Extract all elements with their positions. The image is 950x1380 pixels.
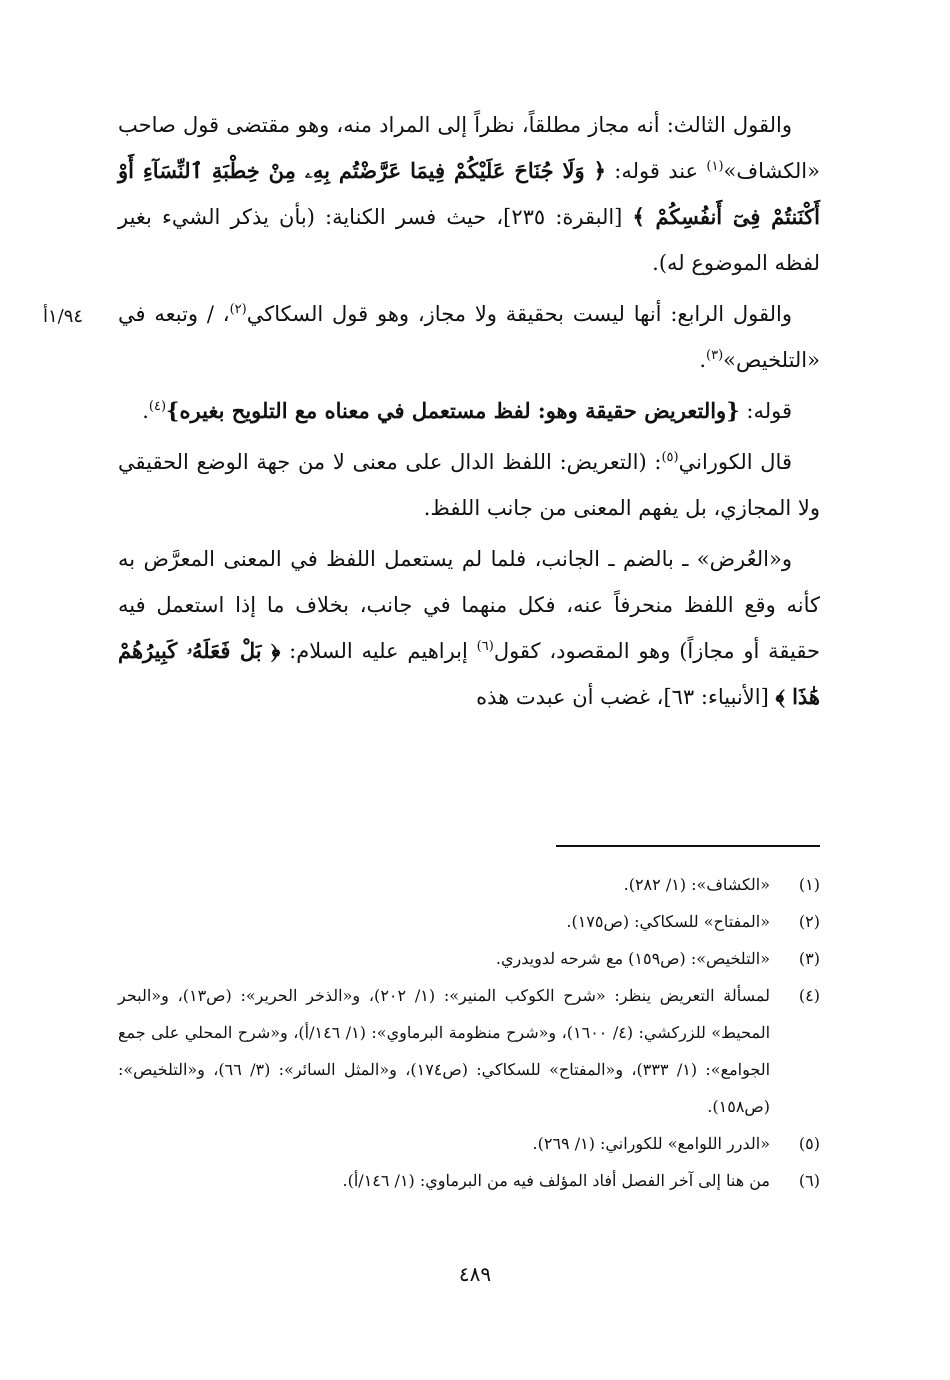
footnotes [118, 866, 820, 1199]
footnote-ref-1[interactable]: (١) [706, 159, 724, 174]
quran-verse: ﴿ وَلَا جُنَاحَ عَلَيْكُمْ فِيمَا عَرَّضْتُم بِهِۦ مِنْ خِطْبَةِ ٱلنِّسَآءِ أَوْ أَكْنَنتُمْ فِىٓ أَنفُسِكُمْ ﴾ [118, 158, 821, 229]
footnote [118, 977, 820, 1125]
paragraph-2: والقول الرابع: أنها ليست بحقيقة ولا مجاز، وهو قول السكاكي$^{(٢)}$، / وتبعه في «التلخيص»$^{(٣)}$. [118, 302, 820, 372]
footnote-ref-2[interactable]: (٢) [229, 302, 247, 317]
footnote [118, 940, 820, 977]
footnote-text: «التلخيص»: (ص١٥٩) مع شرحه لدويدري. [495, 949, 770, 968]
paragraph-3: قوله: {والتعريض حقيقة وهو: لفظ مستعمل في معناه مع التلويح بغيره}$^{(٤)}$. [142, 398, 792, 423]
matn-quote: {والتعريض حقيقة وهو: لفظ مستعمل في معناه مع التلويح بغيره} [166, 398, 740, 423]
paragraph-4: قال الكوراني$^{(٥)}$: (التعريض: اللفظ الدال على معنى لا من جهة الوضع الحقيقي ولا المجازي، بل يفهم المعنى من جانب اللفظ. [118, 450, 820, 520]
footnote-number: (٤) [798, 986, 820, 1005]
footnote-text: «الكشاف»: (١/ ٢٨٢). [623, 875, 770, 894]
footnote-divider [556, 845, 820, 847]
footnote-ref-4[interactable]: (٤) [148, 399, 167, 414]
margin-folio-note: ١/٩٤أ [42, 306, 84, 327]
footnote-text: من هنا إلى آخر الفصل أفاد المؤلف فيه من البرماوي: (١/ ١٤٦/أ). [342, 1171, 770, 1190]
footnote [118, 1125, 820, 1162]
quran-verse: ﴿ بَلْ فَعَلَهُۥ كَبِيرُهُمْ هَٰذَا ﴾ [118, 638, 820, 709]
footnote-ref-3[interactable]: (٣) [706, 348, 724, 363]
main-text [118, 102, 820, 725]
footnote-text: «الدرر اللوامع» للكوراني: (١/ ٢٦٩). [532, 1134, 770, 1153]
footnote [118, 903, 820, 940]
footnote-ref-6[interactable]: (٦) [476, 639, 494, 654]
footnote-number: (٥) [798, 1134, 820, 1153]
paragraph-5: و«العُرض» ـ بالضم ـ الجانب، فلما لم يستعمل اللفظ في المعنى المعرَّض به كأنه وقع اللفظ منحرفاً عنه، فكل منهما في جانب، بخلاف ما إذا استعمل فيه حقيقة أو مجازاً) وهو المقصود، كقول$^{(٦)}$ إبراهيم عليه السلام: ﴿ بَلْ فَعَلَهُۥ كَبِيرُهُمْ هَٰذَا ﴾ [الأنبياء: ٦٣]، غضب أن عبدت هذه [118, 547, 820, 709]
footnote-text: لمسألة التعريض ينظر: «شرح الكوكب المنير»: (١/ ٢٠٢)، و«الذخر الحرير»: (ص١٣)، و«البحر المحيط» للزركشي: (٤/ ١٦٠٠)، و«شرح منظومة البرماوي»: (١/ ١٤٦/أ)، و«شرح المحلي على جمع الجوامع»: (١/ ٣٣٣)، و«المفتاح» للسكاكي: (ص١٧٤)، و«المثل السائر»: (٣/ ٦٦)، و«التلخيص»: (ص١٥٨). [118, 986, 771, 1116]
footnote-number: (٣) [798, 949, 820, 968]
footnote-number: (٢) [798, 912, 820, 931]
footnote [118, 1162, 820, 1199]
footnote [118, 866, 820, 903]
footnote-number: (١) [798, 875, 820, 894]
paragraph-1: والقول الثالث: أنه مجاز مطلقاً، نظراً إلى المراد منه، وهو مقتضى قول صاحب «الكشاف»$^{(١)}$ عند قوله: ﴿ وَلَا جُنَاحَ عَلَيْكُمْ فِيمَا عَرَّضْتُم بِهِۦ مِنْ خِطْبَةِ ٱلنِّسَآءِ أَوْ أَكْنَنتُمْ فِىٓ أَنفُسِكُمْ ﴾ [البقرة: ٢٣٥]، حيث فسر الكناية: (بأن يذكر الشيء بغير لفظه الموضوع له). [118, 113, 821, 275]
footnote-ref-5[interactable]: (٥) [661, 450, 679, 465]
footnote-text: «المفتاح» للسكاكي: (ص١٧٥). [566, 912, 770, 931]
page-number: ٤٨٩ [458, 1262, 492, 1286]
footnote-number: (٦) [798, 1171, 820, 1190]
